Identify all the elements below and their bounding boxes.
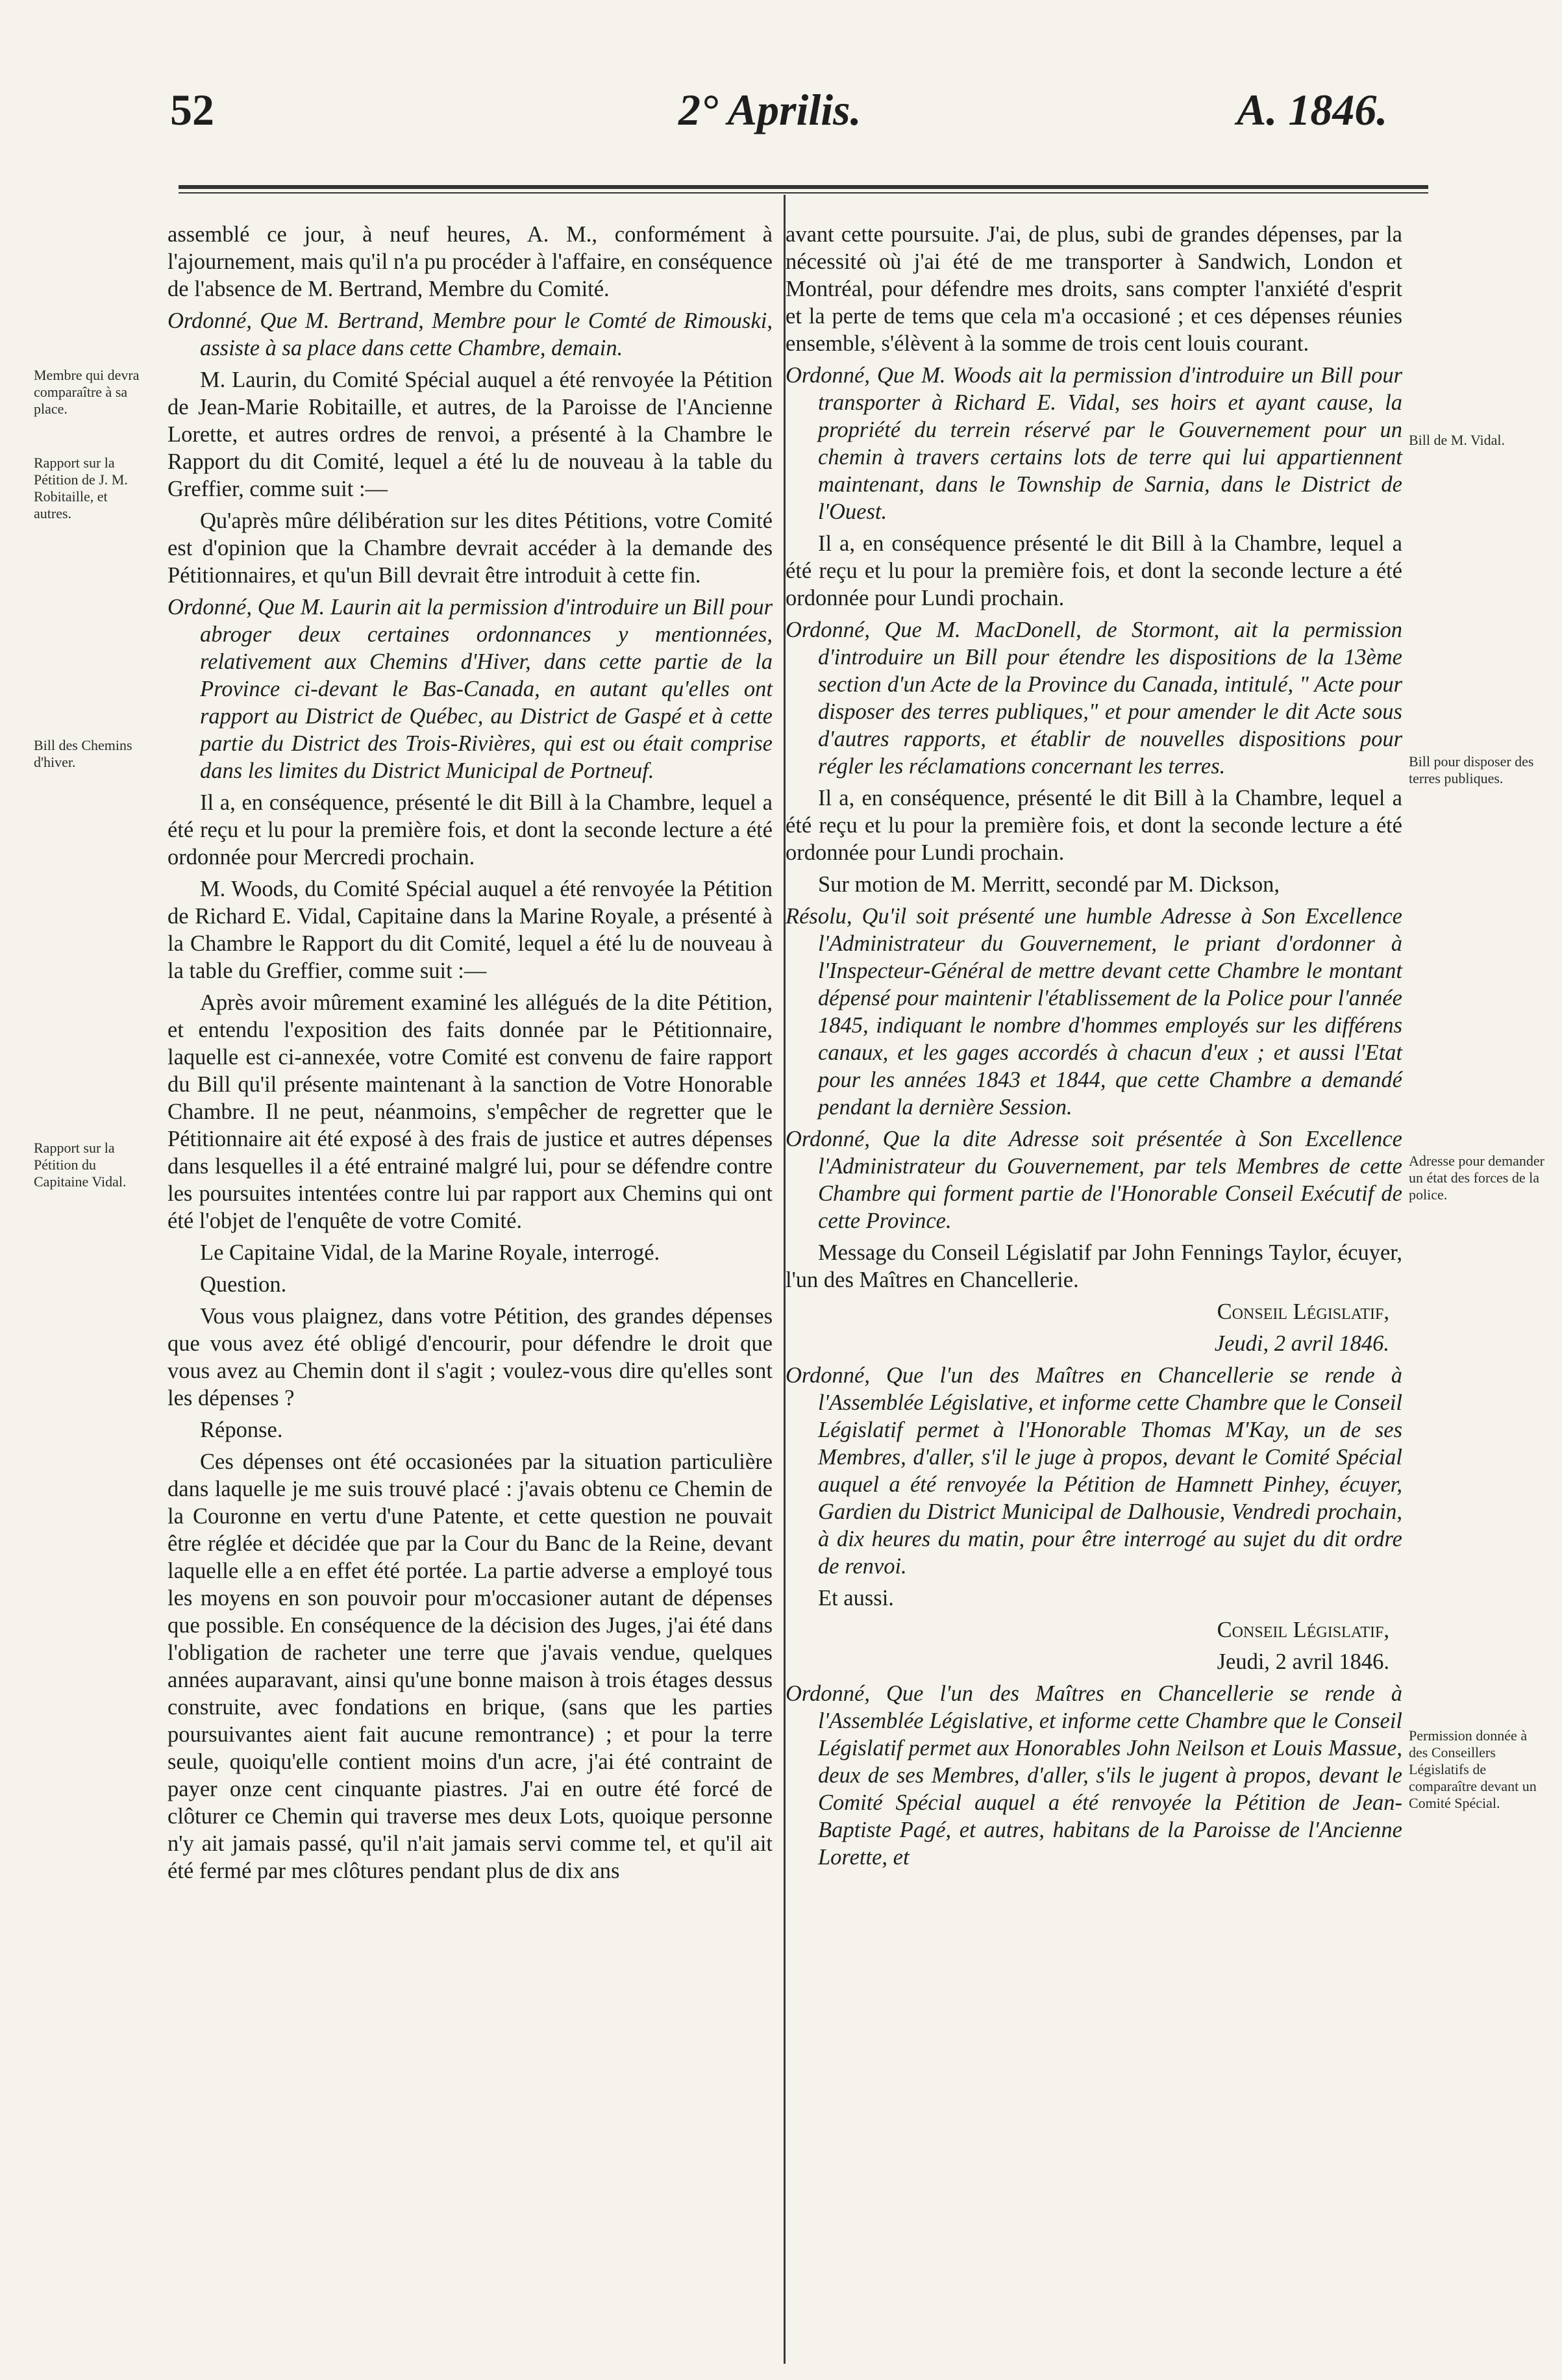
header-date: 2° Aprilis.: [678, 85, 862, 134]
paragraph: Il a, en conséquence, présenté le dit Bill à la Chambre, lequel a été reçu et lu pour la première fois, et dont la seconde lecture a été ordonnée pour Mercredi prochain.: [167, 790, 773, 870]
paragraph: Ces dépenses ont été occasionées par la situation particulière dans laquelle je me suis trouvé placé : j'avais obtenu ce Chemin de la Couronne en vertu d'une Patente, et cette question ne pouvait être réglée et décidée que par la Cour du Banc de la Reine, devant laquelle elle a en effet été portée. La partie adverse a employé tous les moyens en son pouvoir pour m'occasioner autant de dépenses que possible. En conséquence de la décision des Juges, j'ai été dans l'obligation de racheter une terre que j'avais vendue, quelques années auparavant, ainsi qu'une bonne maison à trois étages dessus construite, avec fondations en brique, (sans que les parties poursuivantes aient fait aucune remontrance) ; et pour la terre seule, quoiqu'elle contient moins d'un acre, j'ai été contraint de payer onze cent cinquante piastres. J'ai en outre été forcé de clôturer ce Chemin qui traverse mes deux Lots, quoique personne n'y ait jamais passé, qu'il n'ait jamais servi comme tel, et qu'il ait été fermé par mes clôtures pendant plus de dix ans: [167, 1449, 773, 1883]
paragraph: Question.: [200, 1272, 287, 1297]
paragraph: Ordonné, Que M. MacDonell, de Stormont, ait la permission d'introduire un Bill pour étendre les dispositions de la 13ème section d'un Acte de la Province du Canada, intitulé, " Acte pour disposer des terres publiques," et pour amender le dit Acte sous d'autres rapports, et établir de nouvelles dispositions pour régler les réclamations concernant les terres.: [786, 618, 1402, 779]
margin-note: Bill des Chemins d'hiver.: [34, 737, 132, 770]
page-number: 52: [170, 85, 214, 134]
header-rule: [179, 185, 1428, 189]
paragraph: Ordonné, Que M. Bertrand, Membre pour le Comté de Rimouski, assiste à sa place dans cette Chambre, demain.: [167, 308, 773, 360]
paragraph: Et aussi.: [818, 1586, 894, 1610]
paragraph: Sur motion de M. Merritt, secondé par M. Dickson,: [818, 872, 1280, 897]
margin-note: Adresse pour demander un état des forces de la police.: [1409, 1153, 1544, 1203]
left-column: [167, 221, 773, 1889]
council-heading: Conseil Législatif,: [1217, 1618, 1389, 1642]
margin-note: Membre qui devra comparaître à sa place.: [34, 367, 140, 417]
margin-note: Rapport sur la Pétition du Capitaine Vidal.: [34, 1140, 127, 1190]
margin-note: Rapport sur la Pétition de J. M. Robitaille, et autres.: [34, 455, 128, 521]
paragraph: M. Laurin, du Comité Spécial auquel a été renvoyée la Pétition de Jean-Marie Robitaille, et autres, de la Paroisse de l'Ancienne Lorette, et autres ordres de renvoi, a présenté à la Chambre le Rapport du dit Comité, lequel a été lu de nouveau à la table du Greffier, comme suit :—: [167, 368, 773, 501]
paragraph: Résolu, Qu'il soit présenté une humble Adresse à Son Excellence l'Administrateur du Gouvernement, le priant d'ordonner à l'Inspecteur-Général de mettre devant cette Chambre le montant dépensé pour maintenir l'établissement de la Police pour l'année 1845, indiquant le nombre d'hommes employés sur les différens canaux, et les gages accordés à chacun d'eux ; et aussi l'Etat pour les années 1843 et 1844, que cette Chambre a demandé pendant la dernière Session.: [786, 904, 1402, 1120]
paragraph: Le Capitaine Vidal, de la Marine Royale, interrogé.: [200, 1240, 660, 1265]
paragraph: Ordonné, Que l'un des Maîtres en Chancellerie se rende à l'Assemblée Législative, et informe cette Chambre que le Conseil Législatif permet aux Honorables John Neilson et Louis Massue, deux de ses Membres, d'aller, s'ils le jugent à propos, devant le Comité Spécial auquel a été renvoyée la Pétition de Jean-Baptiste Pagé, et autres, habitans de la Paroisse de l'Ancienne Lorette, et: [786, 1681, 1402, 1870]
header-year: A. 1846.: [1237, 85, 1388, 134]
paragraph: avant cette poursuite. J'ai, de plus, subi de grandes dépenses, par la nécessité où j'ai été de me transporter à Sandwich, London et Montréal, pour défendre mes droits, sans compter l'anxiété d'esprit et la perte de tems que cela m'a occasioné ; et ces dépenses réunies ensemble, s'élèvent à la somme de trois cent louis courant.: [786, 222, 1402, 356]
paragraph: Message du Conseil Législatif par John Fennings Taylor, écuyer, l'un des Maîtres en Chancellerie.: [786, 1240, 1402, 1292]
council-date: Jeudi, 2 avril 1846.: [1217, 1649, 1389, 1674]
paragraph: Ordonné, Que M. Laurin ait la permission d'introduire un Bill pour abroger deux certaines ordonnances y mentionnées, relativement aux Chemins d'Hiver, dans cette partie de la Province ci-devant le Bas-Canada, en autant qu'elles ont rapport au District de Québec, au District de Gaspé et à cette partie du District des Trois-Rivières, qui est ou était comprise dans les limites du District Municipal de Portneuf.: [167, 595, 773, 783]
paragraph: Vous vous plaignez, dans votre Pétition, des grandes dépenses que vous avez été obligé d'encourir, pour défendre le droit que vous avez au Chemin dont il s'agit ; voulez-vous dire qu'elles sont les dépenses ?: [167, 1304, 773, 1410]
margin-note: Permission donnée à des Conseillers Législatifs de comparaître devant un Comité Spécial.: [1409, 1727, 1537, 1811]
paragraph: Ordonné, Que l'un des Maîtres en Chancellerie se rende à l'Assemblée Législative, et informe cette Chambre que le Conseil Législatif permet à l'Honorable Thomas M'Kay, un de ses Membres, d'aller, s'il le juge à propos, devant le Comité Spécial auquel a été renvoyée la Pétition de Hamnett Pinhey, écuyer, Gardien du District Municipal de Dalhousie, Vendredi prochain, à dix heures du matin, pour être interrogé au sujet du dit ordre de renvoi.: [786, 1363, 1402, 1579]
header-rule-thin: [179, 192, 1428, 194]
paragraph: Réponse.: [200, 1418, 283, 1442]
right-column: [786, 221, 1402, 1875]
paragraph: Ordonné, Que la dite Adresse soit présentée à Son Excellence l'Administrateur du Gouvernement, par tels Membres de cette Chambre qui forment partie de l'Honorable Conseil Exécutif de cette Province.: [786, 1127, 1402, 1233]
paragraph: assemblé ce jour, à neuf heures, A. M., conformément à l'ajournement, mais qu'il n'a pu procéder à l'affaire, en conséquence de l'absence de M. Bertrand, Membre du Comité.: [167, 222, 773, 301]
paragraph: Il a, en conséquence présenté le dit Bill à la Chambre, lequel a été reçu et lu pour la première fois, et dont la seconde lecture a été ordonnée pour Lundi prochain.: [786, 531, 1402, 610]
paragraph: M. Woods, du Comité Spécial auquel a été renvoyée la Pétition de Richard E. Vidal, Capitaine dans la Marine Royale, a présenté à la Chambre le Rapport du dit Comité, lequel a été lu de nouveau à la table du Greffier, comme suit :—: [167, 877, 773, 983]
paragraph: Il a, en conséquence, présenté le dit Bill à la Chambre, lequel a été reçu et lu pour la première fois, et dont la seconde lecture a été ordonnée pour Lundi prochain.: [786, 786, 1402, 865]
margin-note: Bill de M. Vidal.: [1409, 432, 1505, 448]
council-date: Jeudi, 2 avril 1846.: [1214, 1331, 1389, 1356]
council-heading: Conseil Législatif,: [1217, 1299, 1389, 1324]
margin-note: Bill pour disposer des terres publiques.: [1409, 753, 1534, 786]
paragraph: Ordonné, Que M. Woods ait la permission d'introduire un Bill pour transporter à Richard E. Vidal, ses hoirs et ayant cause, la propriété du terrein réservé par le Gouvernement pour un chemin à travers certains lots de terre qui lui appartiennent maintenant, dans le Township de Sarnia, dans le District de l'Ouest.: [786, 363, 1402, 524]
paragraph: Après avoir mûrement examiné les allégués de la dite Pétition, et entendu l'exposition des faits donnée par le Pétitionnaire, laquelle est ci-annexée, votre Comité est convenu de faire rapport du Bill qu'il présente maintenant à la sanction de Votre Honorable Chambre. Il ne peut, néanmoins, s'empêcher de regretter que le Pétitionnaire ait été exposé à des frais de justice et autres dépenses dans lesquelles il a été entrainé malgré lui, pour se défendre contre les poursuites intentées contre lui par rapport aux Chemins qui ont été l'objet de l'enquête de votre Comité.: [167, 990, 773, 1233]
paragraph: Qu'après mûre délibération sur les dites Pétitions, votre Comité est d'opinion que la Chambre devrait accéder à la demande des Pétitionnaires, et qu'un Bill devrait être introduit à cette fin.: [167, 508, 773, 588]
